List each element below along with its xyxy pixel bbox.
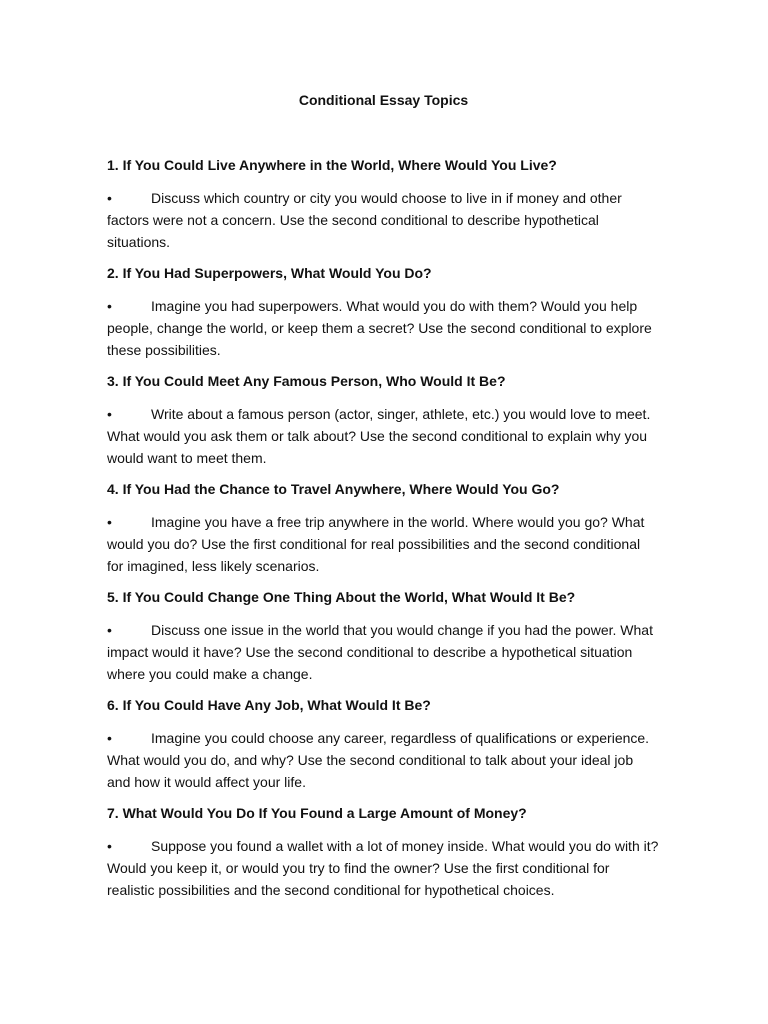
topic-heading: 1. If You Could Live Anywhere in the World, Where Would You Live? bbox=[107, 157, 557, 173]
topic-text: Discuss one issue in the world that you would change if you had the power. What impact would it have? Use the second conditional to describe a hypothetical situation where you could make a change. bbox=[107, 622, 653, 682]
topic-5 bbox=[107, 587, 660, 685]
topic-7 bbox=[107, 803, 660, 901]
topic-6 bbox=[107, 695, 660, 793]
topic-body bbox=[107, 619, 660, 685]
topic-text: Discuss which country or city you would choose to live in if money and other factors were not a concern. Use the second conditional to describe hypothetical situations. bbox=[107, 190, 622, 250]
topic-text: Write about a famous person (actor, singer, athlete, etc.) you would love to meet. What would you ask them or talk about? Use the second conditional to explain why you would want to meet them. bbox=[107, 406, 651, 466]
topic-text: Imagine you had superpowers. What would you do with them? Would you help people, change the world, or keep them a secret? Use the second conditional to explore these possibilities. bbox=[107, 298, 652, 358]
document-title: Conditional Essay Topics bbox=[298, 92, 469, 108]
topic-heading: 6. If You Could Have Any Job, What Would It Be? bbox=[107, 697, 431, 713]
topic-text: Imagine you could choose any career, regardless of qualifications or experience. What would you do, and why? Use the second conditional to talk about your ideal job and how it would affect your life. bbox=[107, 730, 650, 790]
topic-body bbox=[107, 403, 660, 469]
bullet-icon: • bbox=[107, 730, 112, 746]
topic-body bbox=[107, 295, 660, 361]
topic-3 bbox=[107, 371, 660, 469]
topic-heading: 7. What Would You Do If You Found a Large Amount of Money? bbox=[107, 805, 527, 821]
bullet-icon: • bbox=[107, 406, 112, 422]
topic-body bbox=[107, 835, 660, 901]
bullet-icon: • bbox=[107, 622, 112, 638]
topic-heading: 5. If You Could Change One Thing About the World, What Would It Be? bbox=[107, 589, 576, 605]
topic-text: Suppose you found a wallet with a lot of money inside. What would you do with it? Would you keep it, or would you try to find the owner? Use the first conditional for realistic possibilities and the second conditional for hypothetical choices. bbox=[107, 838, 659, 898]
bullet-icon: • bbox=[107, 838, 112, 854]
topic-text: Imagine you have a free trip anywhere in the world. Where would you go? What would you do? Use the first conditional for real possibilities and the second conditional for imagined, less likely scenarios. bbox=[107, 514, 645, 574]
bullet-icon: • bbox=[107, 298, 112, 314]
topic-heading: 3. If You Could Meet Any Famous Person, Who Would It Be? bbox=[107, 373, 506, 389]
topic-2 bbox=[107, 263, 660, 361]
topic-body bbox=[107, 727, 660, 793]
topic-4 bbox=[107, 479, 660, 577]
bullet-icon: • bbox=[107, 190, 112, 206]
topic-heading: 2. If You Had Superpowers, What Would You Do? bbox=[107, 265, 432, 281]
topic-body bbox=[107, 511, 660, 577]
topic-1 bbox=[107, 155, 660, 253]
topic-body bbox=[107, 187, 660, 253]
topic-heading: 4. If You Had the Chance to Travel Anywhere, Where Would You Go? bbox=[107, 481, 560, 497]
bullet-icon: • bbox=[107, 514, 112, 530]
